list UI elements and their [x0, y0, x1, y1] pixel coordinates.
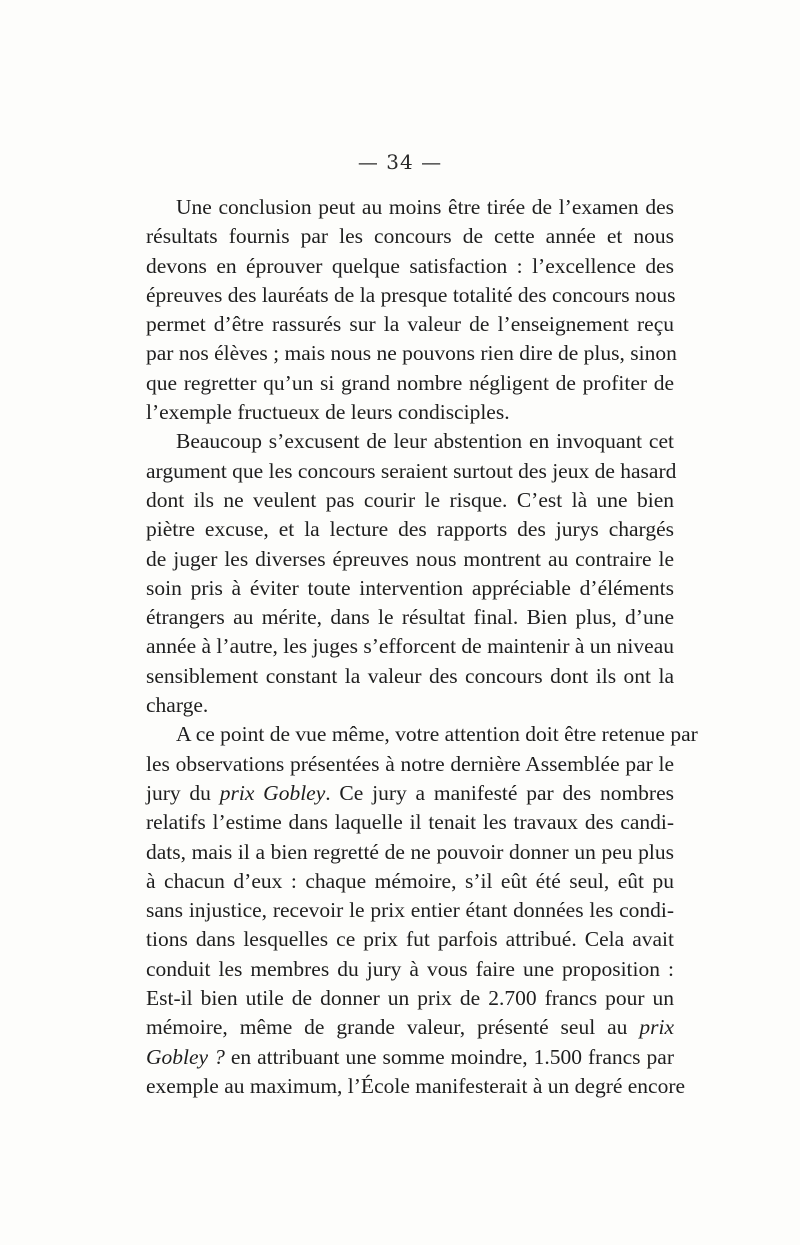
text-line: l’exemple fructueux de leurs condisciples.	[146, 400, 510, 425]
text-segment: en attribuant une somme moindre, 1.500 francs par	[224, 1044, 674, 1069]
text-line: que regretter qu’un si grand nombre négligent de profiter de	[146, 370, 674, 395]
text-line: Beaucoup s’excusent de leur abstention en invoquant cet	[176, 429, 674, 454]
text-line: exemple au maximum, l’École manifesterait à un degré encore	[146, 1073, 686, 1098]
text-line: sans injustice, recevoir le prix entier étant données les condi-	[146, 898, 674, 923]
paragraph-3	[146, 720, 698, 1101]
text-line: Une conclusion peut au moins être tirée de l’examen des	[176, 195, 674, 219]
text-line: par nos élèves ; mais nous ne pouvons rien dire de plus, sinon	[146, 341, 677, 366]
paragraph-1	[146, 193, 677, 427]
text-line: devons en éprouver quelque satisfaction : l’excellence des	[146, 253, 674, 278]
text-line-mixed	[146, 1043, 674, 1072]
text-line: à chacun d’eux : chaque mémoire, s’il eût été seul, eût pu	[146, 868, 674, 893]
text-line: épreuves des lauréats de la presque totalité des concours nous	[146, 282, 676, 307]
page-number: — 34 —	[357, 150, 443, 174]
text-line-mixed	[146, 779, 674, 808]
text-line-mixed	[146, 1013, 674, 1042]
text-line: relatifs l’estime dans laquelle il tenait les travaux des candi-	[146, 810, 674, 835]
text-line: conduit les membres du jury à vous faire une proposition :	[146, 956, 674, 981]
text-line: année à l’autre, les juges s’efforcent de maintenir à un niveau	[146, 634, 674, 659]
text-line: sensiblement constant la valeur des concours dont ils ont la	[146, 663, 674, 688]
body-text	[146, 193, 698, 1101]
text-segment: . Ce jury a manifesté par des nombres	[325, 780, 674, 805]
text-line: charge.	[146, 693, 209, 718]
text-line: résultats fournis par les concours de cette année et nous	[146, 224, 674, 249]
paragraph-2	[146, 427, 677, 720]
text-line: les observations présentées à notre dernière Assemblée par le	[146, 751, 674, 776]
italic-title: prix	[639, 1015, 674, 1040]
text-line: argument que les concours seraient surtout des jeux de hasard	[146, 458, 677, 483]
text-line: tions dans lesquelles ce prix fut parfois attribué. Cela avait	[146, 927, 674, 952]
text-segment: mémoire, même de grande valeur, présenté seul au	[146, 1015, 640, 1040]
text-line: A ce point de vue même, votre attention doit être retenue par	[176, 722, 698, 747]
text-segment: jury du	[146, 780, 220, 805]
text-line: soin pris à éviter toute intervention appréciable d’éléments	[146, 575, 674, 600]
text-line: de juger les diverses épreuves nous montrent au contraire le	[146, 546, 674, 571]
text-line: piètre excuse, et la lecture des rapports des jurys chargés	[146, 517, 674, 542]
text-line: dont ils ne veulent pas courir le risque. C’est là une bien	[146, 487, 674, 512]
text-line: dats, mais il a bien regretté de ne pouvoir donner un peu plus	[146, 839, 674, 864]
italic-title: prix Gobley	[219, 780, 326, 805]
text-line: permet d’être rassurés sur la valeur de l’enseignement reçu	[146, 312, 674, 337]
text-line: étrangers au mérite, dans le résultat final. Bien plus, d’une	[146, 605, 674, 630]
text-line: Est-il bien utile de donner un prix de 2.700 francs pour un	[146, 986, 674, 1011]
italic-title: Gobley ?	[146, 1044, 225, 1069]
